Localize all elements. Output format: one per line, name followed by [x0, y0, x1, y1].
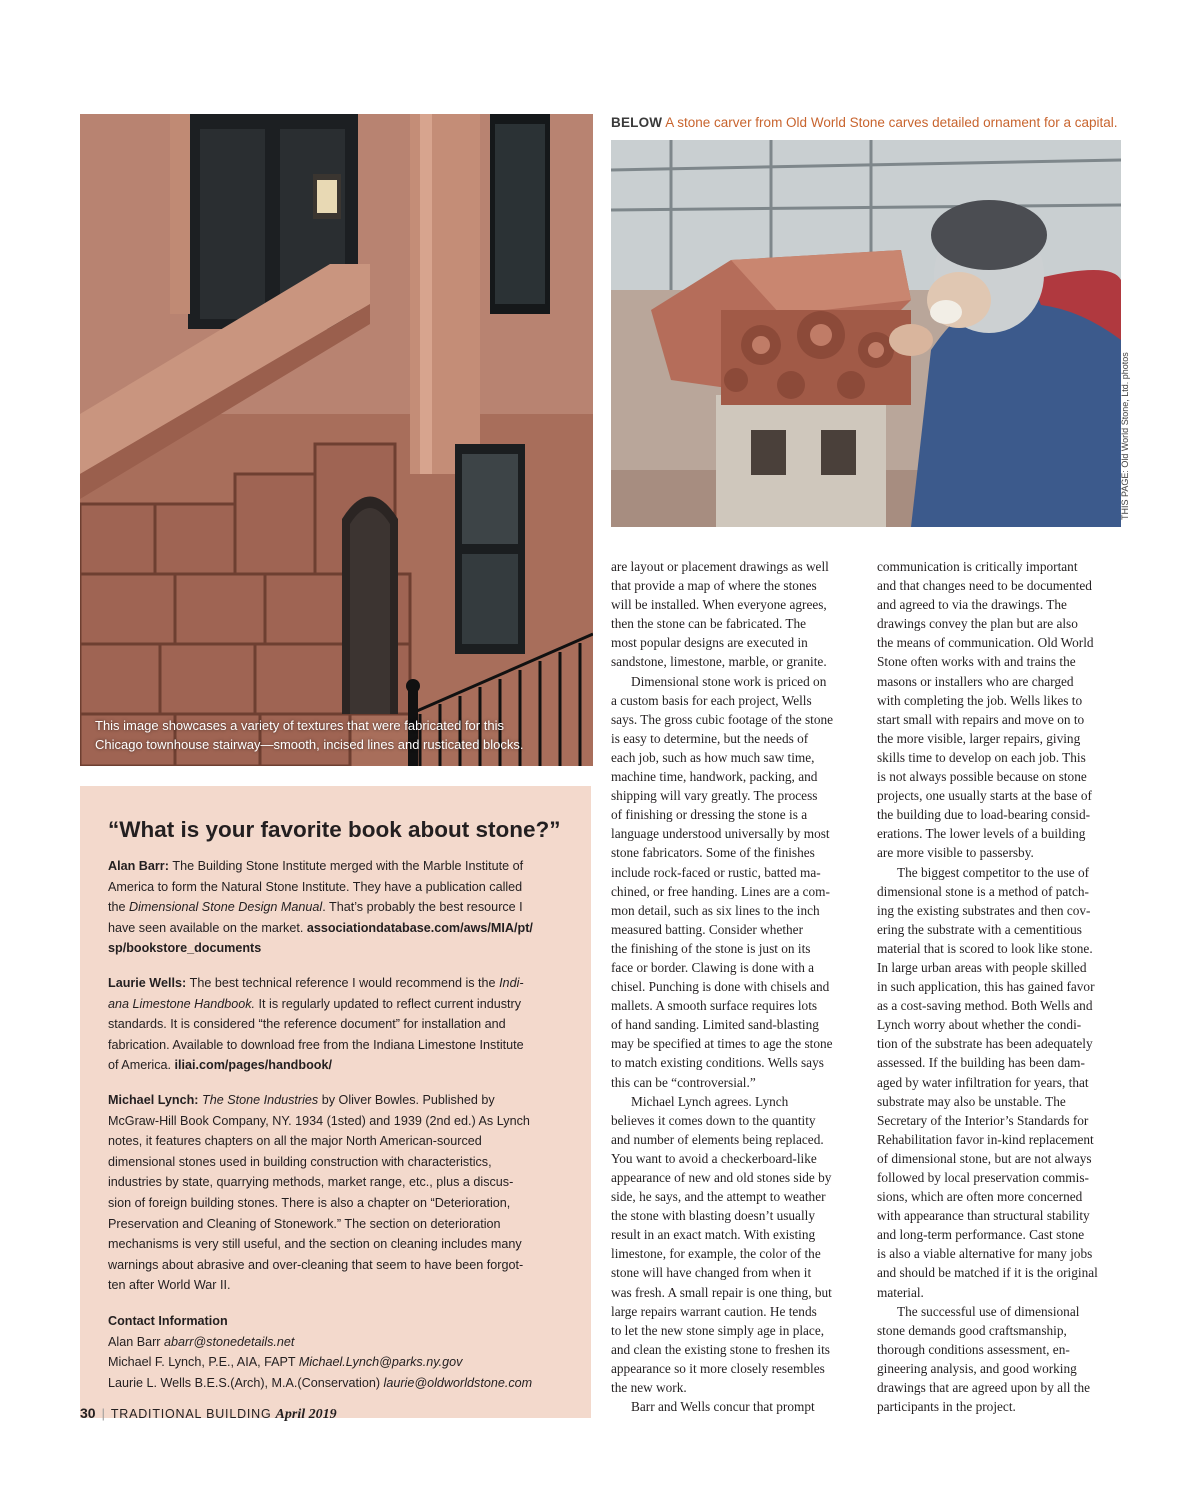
handbook-link[interactable]: associationdatabase.com/aws/MIA/pt/: [306, 920, 533, 935]
answer-laurie-wells: [108, 973, 568, 1076]
answer-line: mechanisms is very still useful, and the section on cleaning includes many: [108, 1237, 522, 1252]
answer-line: ten after World War II.: [108, 1278, 231, 1293]
answer-line: have seen available on the market. associationdatabase.com/aws/MIA/pt/: [108, 920, 533, 935]
body-text-line: is not always possible because on stone: [877, 769, 1087, 785]
contact-entry: Michael F. Lynch, P.E., AIA, FAPT Michael.Lynch@parks.ny.gov: [108, 1355, 463, 1370]
body-text-line: chisel. Punching is done with chisels and: [611, 979, 830, 995]
body-text-line: thorough conditions assessment, en-: [877, 1341, 1070, 1357]
body-text-line: ing the existing substrates and then cov-: [877, 902, 1091, 918]
page-number: 30: [80, 1405, 96, 1421]
body-text-line: Secretary of the Interior’s Standards for: [877, 1112, 1089, 1128]
body-text-line: says. The gross cubic footage of the stone: [611, 711, 834, 727]
body-text-line: material that is scored to look like stone.: [877, 940, 1093, 956]
body-text-line: will be installed. When everyone agrees,: [611, 597, 827, 613]
answer-line: dimensional stones used in building construction with characteristics,: [108, 1154, 492, 1169]
body-text-line: in such application, this has gained favor: [877, 979, 1095, 995]
body-text-line: the finishing of the stone is just on its: [611, 940, 811, 956]
body-text-line: the stone with blasting doesn’t usually: [611, 1208, 815, 1224]
body-text-line: are layout or placement drawings as well: [611, 559, 829, 574]
contact-heading: Contact Information: [108, 1314, 228, 1328]
body-text-line: tion of the substrate has been adequately: [877, 1036, 1093, 1052]
caption-keyword: BELOW: [611, 115, 663, 130]
body-text-line: drawings that are agreed upon by all the: [877, 1380, 1091, 1396]
body-text-line: Rehabilitation favor in-kind replacement: [877, 1131, 1094, 1147]
answer-line: America to form the Natural Stone Institute. They have a publication called: [108, 879, 523, 894]
body-text-line: assessed. If the building has been dam-: [877, 1055, 1085, 1071]
respondent-name: Michael Lynch:: [108, 1093, 203, 1107]
body-text-line: gineering analysis, and good working: [877, 1360, 1077, 1376]
body-text-line: of finishing or dressing the stone is a: [611, 807, 808, 823]
body-text-line: limestone, for example, the color of the: [611, 1246, 821, 1262]
body-text-line: machine time, handwork, packing, and: [611, 769, 818, 785]
body-text-line: that provide a map of where the stones: [611, 578, 817, 594]
body-text-line: In large urban areas with people skilled: [877, 959, 1087, 975]
stone-carver-photo: [611, 140, 1121, 527]
body-text-line: aged by water infiltration for years, that: [877, 1074, 1089, 1090]
answer-line: fabrication. Available to download free from the Indiana Limestone Institute: [108, 1037, 524, 1052]
body-text-line: and clean the existing stone to freshen its: [611, 1341, 830, 1357]
contact-email[interactable]: Michael.Lynch@parks.ny.gov: [298, 1355, 463, 1370]
caption-line: This image showcases a variety of textures that were fabricated for this: [95, 718, 504, 733]
body-text-line: projects, one usually starts at the base of: [877, 788, 1092, 804]
caption-text: A stone carver from Old World Stone carves detailed ornament for a capital.: [665, 115, 1118, 130]
body-text-line: face or border. Clawing is done with a: [611, 959, 815, 975]
body-text-line: is easy to determine, but the needs of: [611, 730, 809, 746]
body-text-line: the means of communication. Old World: [877, 635, 1094, 651]
body-text-line: The biggest competitor to the use of: [897, 864, 1090, 880]
body-text-line: sions, which are often more concerned: [877, 1189, 1083, 1205]
respondent-name: Alan Barr:: [108, 859, 173, 873]
body-text-line: stone demands good craftsmanship,: [877, 1322, 1067, 1338]
contact-email[interactable]: laurie@oldworldstone.com: [383, 1375, 533, 1390]
body-text-line: a custom basis for each project, Wells: [611, 692, 812, 708]
body-text-line: the new work.: [611, 1380, 687, 1396]
contact-entry: Laurie L. Wells B.E.S.(Arch), M.A.(Conservation) laurie@oldworldstone.com: [108, 1375, 533, 1390]
body-text-line: the more visible, larger repairs, giving: [877, 730, 1081, 746]
body-text-line: Stone often works with and trains the: [877, 654, 1076, 670]
body-text-line: to let the new stone simply age in place,: [611, 1322, 825, 1338]
body-text-line: most popular designs are executed in: [611, 635, 808, 651]
body-text-line: sandstone, limestone, marble, or granite.: [611, 654, 827, 670]
issue-date: April 2019: [275, 1407, 337, 1422]
body-text-line: mon detail, such as six lines to the inch: [611, 902, 820, 918]
carver-photo-caption: [611, 114, 1131, 132]
body-text-line: chined, or free handing. Lines are a com-: [611, 883, 830, 899]
page-footer: [80, 1404, 337, 1424]
body-text-line: stone fabricators. Some of the finishes: [611, 845, 815, 861]
body-text-line: stone will have changed from when it: [611, 1265, 812, 1281]
body-text-line: Barr and Wells concur that prompt: [631, 1399, 815, 1415]
body-text-line: erations. The lower levels of a building: [877, 826, 1086, 842]
contact-information: [108, 1311, 568, 1393]
body-text-line: dimensional stone is a method of patch-: [877, 883, 1089, 899]
body-text-line: appearance of new and old stones side by: [611, 1170, 832, 1185]
body-text-line: each job, such as how much saw time,: [611, 749, 815, 765]
answer-line: Michael Lynch: The Stone Industries by Oliver Bowles. Published by: [108, 1093, 495, 1107]
body-text-line: was fresh. A small repair is one thing, but: [611, 1284, 832, 1300]
body-text-line: substrate may also be unstable. The: [877, 1093, 1066, 1109]
answer-line: standards. It is considered “the reference document” for installation and: [108, 1017, 506, 1032]
photo-credit: THIS PAGE: Old World Stone, Ltd. photos: [1120, 352, 1130, 520]
body-text-line: communication is critically important: [877, 559, 1078, 574]
answer-line: industries by state, quarrying methods, market range, etc., plus a discus-: [108, 1175, 514, 1190]
body-text-line: this can be “controversial.”: [611, 1074, 756, 1090]
answer-line: warnings about abrasive and over-cleaning that seem to have been forgot-: [108, 1257, 524, 1272]
body-text-line: The successful use of dimensional: [897, 1303, 1080, 1319]
body-text-line: appearance so it more closely resembles: [611, 1360, 825, 1376]
body-text-line: Lynch worry about whether the condi-: [877, 1017, 1082, 1033]
body-text-line: language understood universally by most: [611, 826, 830, 842]
body-text-line: may be specified at times to age the stone: [611, 1036, 833, 1052]
answer-line: of America. iliai.com/pages/handbook/: [108, 1058, 332, 1073]
body-text-line: masons or installers who are charged: [877, 673, 1074, 689]
footer-separator: |: [101, 1407, 105, 1421]
body-text-line: large repairs warrant caution. He tends: [611, 1303, 817, 1319]
answer-line: Preservation and Cleaning of Stonework.” The section on deterioration: [108, 1216, 501, 1231]
bookstore-link[interactable]: sp/bookstore_documents: [108, 941, 262, 956]
body-text-line: are more visible to passersby.: [877, 845, 1034, 861]
body-text-line: drawings convey the plan but are also: [877, 616, 1078, 632]
answer-michael-lynch: [108, 1090, 568, 1296]
answer-line: the Dimensional Stone Design Manual. That’s probably the best resource I: [108, 900, 523, 915]
answer-line: Alan Barr: The Building Stone Institute merged with the Marble Institute of: [108, 859, 524, 873]
body-text-line: of hand sanding. Limited sand-blasting: [611, 1017, 819, 1033]
magazine-name: TRADITIONAL BUILDING: [110, 1407, 272, 1421]
body-text-line: shipping will vary greatly. The process: [611, 788, 818, 804]
body-text-line: participants in the project.: [877, 1399, 1016, 1415]
body-text-line: and that changes need to be documented: [877, 578, 1092, 594]
sidebar-title: “What is your favorite book about stone?”: [108, 817, 561, 842]
body-text-line: material.: [877, 1284, 924, 1300]
body-text-line: and agreed to via the drawings. The: [877, 597, 1067, 613]
body-text-line: Dimensional stone work is priced on: [631, 673, 827, 689]
body-text-line: believes it comes down to the quantity: [611, 1112, 816, 1128]
answer-alan-barr: [108, 856, 568, 959]
body-text-line: result in an exact match. With existing: [611, 1227, 816, 1243]
body-text-line: the building due to load-bearing consid-: [877, 807, 1091, 823]
handbook-link[interactable]: iliai.com/pages/handbook/: [174, 1058, 332, 1073]
body-text-line: and number of elements being replaced.: [611, 1131, 824, 1147]
answer-line: sion of foreign building stones. There is also a chapter on “Deterioration,: [108, 1195, 511, 1210]
body-text-line: start small with repairs and move on to: [877, 711, 1085, 727]
body-text-line: Michael Lynch agrees. Lynch: [631, 1093, 789, 1109]
answer-line: Laurie Wells: The best technical reference I would recommend is the Indi-: [108, 976, 524, 990]
respondent-name: Laurie Wells:: [108, 976, 190, 990]
contact-email[interactable]: abarr@stonedetails.net: [164, 1334, 295, 1349]
answer-line: McGraw-Hill Book Company, NY. 1934 (1sted) and 1939 (2nd ed.) As Lynch: [108, 1113, 530, 1128]
body-text-line: side, he says, and the attempt to weather: [611, 1189, 826, 1205]
body-text-line: and should be matched if it is the original: [877, 1265, 1098, 1281]
caption-line: Chicago townhouse stairway—smooth, incised lines and rusticated blocks.: [95, 737, 524, 752]
article-column-middle: [611, 557, 871, 1416]
body-text-line: as a cost-saving method. Both Wells and: [877, 998, 1093, 1014]
body-text-line: with appearance than structural stability: [877, 1208, 1090, 1224]
body-text-line: of dimensional stone, but are not always: [877, 1150, 1092, 1166]
body-text-line: ering the substrate with a cementitious: [877, 921, 1082, 937]
body-text-line: measured batting. Consider whether: [611, 921, 804, 937]
article-column-right: [877, 557, 1137, 1416]
stairway-photo: [80, 114, 593, 766]
body-text-line: You want to avoid a checkerboard-like: [611, 1150, 817, 1166]
body-text-line: is also a viable alternative for many jobs: [877, 1246, 1093, 1262]
body-text-line: followed by local preservation commis-: [877, 1170, 1089, 1185]
body-text-line: with completing the job. Wells likes to: [877, 692, 1083, 708]
contact-entry: Alan Barr abarr@stonedetails.net: [108, 1334, 295, 1349]
body-text-line: skills time to develop on each job. This: [877, 749, 1086, 765]
body-text-line: and long-term performance. Cast stone: [877, 1227, 1085, 1243]
body-text-line: mallets. A smooth surface requires lots: [611, 998, 818, 1014]
answer-line: notes, it features chapters on all the major North American-sourced: [108, 1134, 482, 1149]
body-text-line: include rock-faced or rustic, batted ma-: [611, 864, 821, 880]
answer-line: ana Limestone Handbook. It is regularly updated to reflect current industry: [108, 996, 522, 1011]
body-text-line: then the stone can be fabricated. The: [611, 616, 807, 632]
stairway-photo-caption: [95, 716, 565, 754]
body-text-line: to match existing conditions. Wells says: [611, 1055, 824, 1071]
